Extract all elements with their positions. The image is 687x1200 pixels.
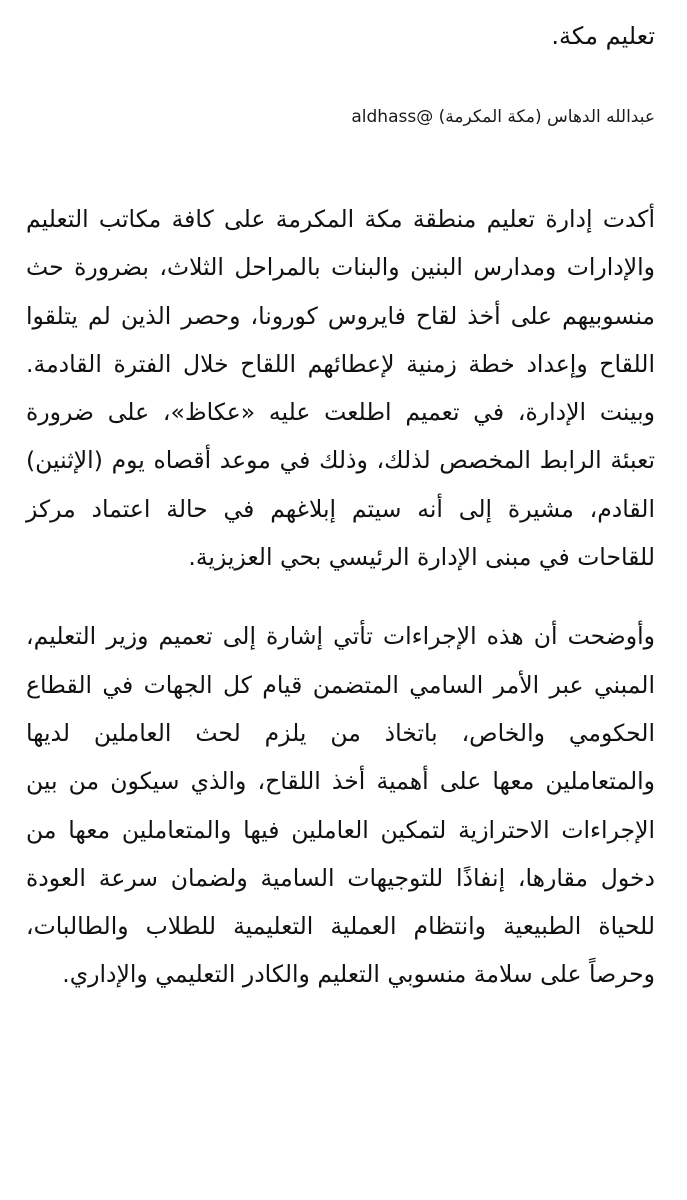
- article-paragraph-1: أكدت إدارة تعليم منطقة مكة المكرمة على كافة مكاتب التعليم والإدارات ومدارس البنين والبنات بالمراحل الثلاث، بضرورة حث منسوبيهم على أخذ لقاح فايروس كورونا، وحصر الذين لم يتلقوا اللقاح وإعداد خطة زمنية لإعطائهم اللقاح خلال الفترة القادمة. وبينت الإدارة، في تعميم اطلعت عليه «عكاظ»، على ضرورة تعبئة الرابط المخصص لذلك، وذلك في موعد أقصاه يوم (الإثنين) القادم، مشيرة إلى أنه سيتم إبلاغهم في حالة اعتماد مركز للقاحات في مبنى الإدارة الرئيسي بحي العزيزية.: [26, 205, 655, 572]
- author-attribution: عبدالله الدهاس (مكة المكرمة) @aldhass: [351, 107, 655, 127]
- article-paragraph-2: وأوضحت أن هذه الإجراءات تأتي إشارة إلى تعميم وزير التعليم، المبني عبر الأمر السامي المتضمن قيام كل الجهات في القطاع الحكومي والخاص، باتخاذ من يلزم لحث العاملين لديها والمتعاملين معها على أهمية أخذ اللقاح، والذي سيكون من بين الإجراءات الاحترازية لتمكين العاملين فيها والمتعاملين معها من دخول مقارها، إنفاذًا للتوجيهات السامية ولضمان سرعة العودة للحياة الطبيعية وانتظام العملية التعليمية للطلاب والطالبات، وحرصاً على سلامة منسوبي التعليم والكادر التعليمي والإداري.: [26, 622, 655, 989]
- heading-tail: تعليم مكة.: [551, 22, 655, 50]
